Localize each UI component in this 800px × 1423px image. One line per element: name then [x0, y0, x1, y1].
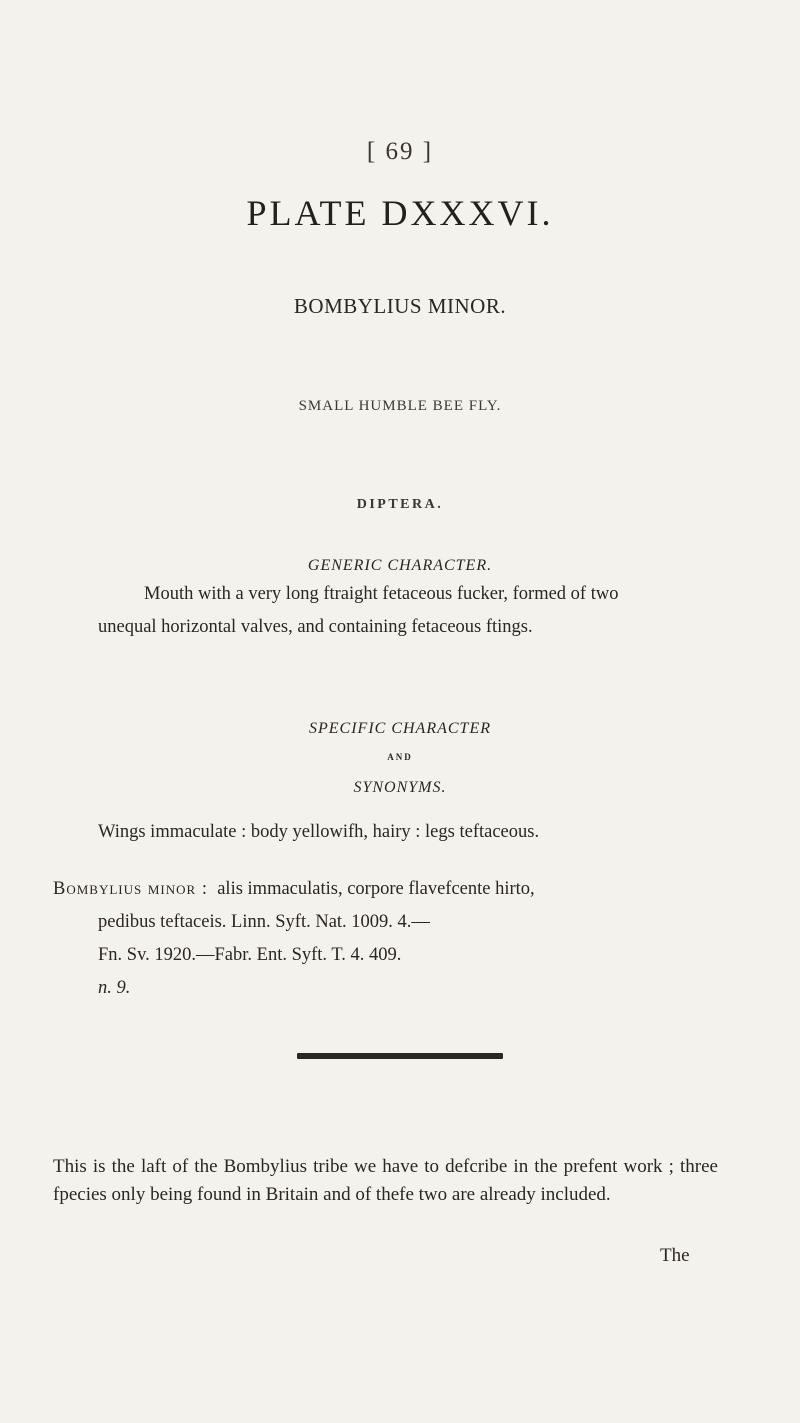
page-folio: [ 69 ]: [366, 138, 434, 165]
generic-line-1: Mouth with a very long ftraight fetaceous fucker, formed of two: [144, 584, 619, 604]
synonymy-block: [53, 873, 718, 1005]
synonym-genus-species: Bombylius minor :: [53, 879, 208, 899]
synonyms-heading: SYNONYMS.: [353, 779, 447, 796]
synonymy-line-1: [53, 873, 718, 906]
specific-diagnosis: Wings immaculate : body yellowifh, hairy : legs teftaceous.: [98, 822, 540, 842]
synonymy-line-1-text: alis immaculatis, corpore flavefcente hirto,: [217, 879, 535, 899]
generic-line-2: unequal horizontal valves, and containing fetaceous ftings.: [98, 617, 533, 637]
plate-title: PLATE DXXXVI.: [246, 193, 554, 233]
and-label: AND: [387, 752, 413, 762]
synonymy-line-4: n. 9.: [98, 978, 131, 998]
section-divider-rule: [297, 1053, 503, 1059]
synonymy-line-2: pedibus teftaceis. Linn. Syft. Nat. 1009. 4.—: [98, 912, 430, 932]
species-name: BOMBYLIUS MINOR.: [293, 294, 507, 318]
catchword: The: [660, 1245, 690, 1266]
synonymy-line-3: Fn. Sv. 1920.—Fabr. Ent. Syft. T. 4. 409.: [98, 945, 402, 965]
generic-character-text: [98, 578, 710, 644]
insect-order: DIPTERA.: [356, 497, 444, 512]
specific-character-heading: SPECIFIC CHARACTER: [309, 720, 491, 737]
closing-paragraph: This is the laft of the Bombylius tribe we have to defcribe in the prefent work ; three fpecies only being found in Britain and of thefe two are already included.: [53, 1156, 718, 1205]
generic-character-heading: GENERIC CHARACTER.: [307, 557, 493, 574]
common-name: SMALL HUMBLE BEE FLY.: [298, 398, 502, 414]
